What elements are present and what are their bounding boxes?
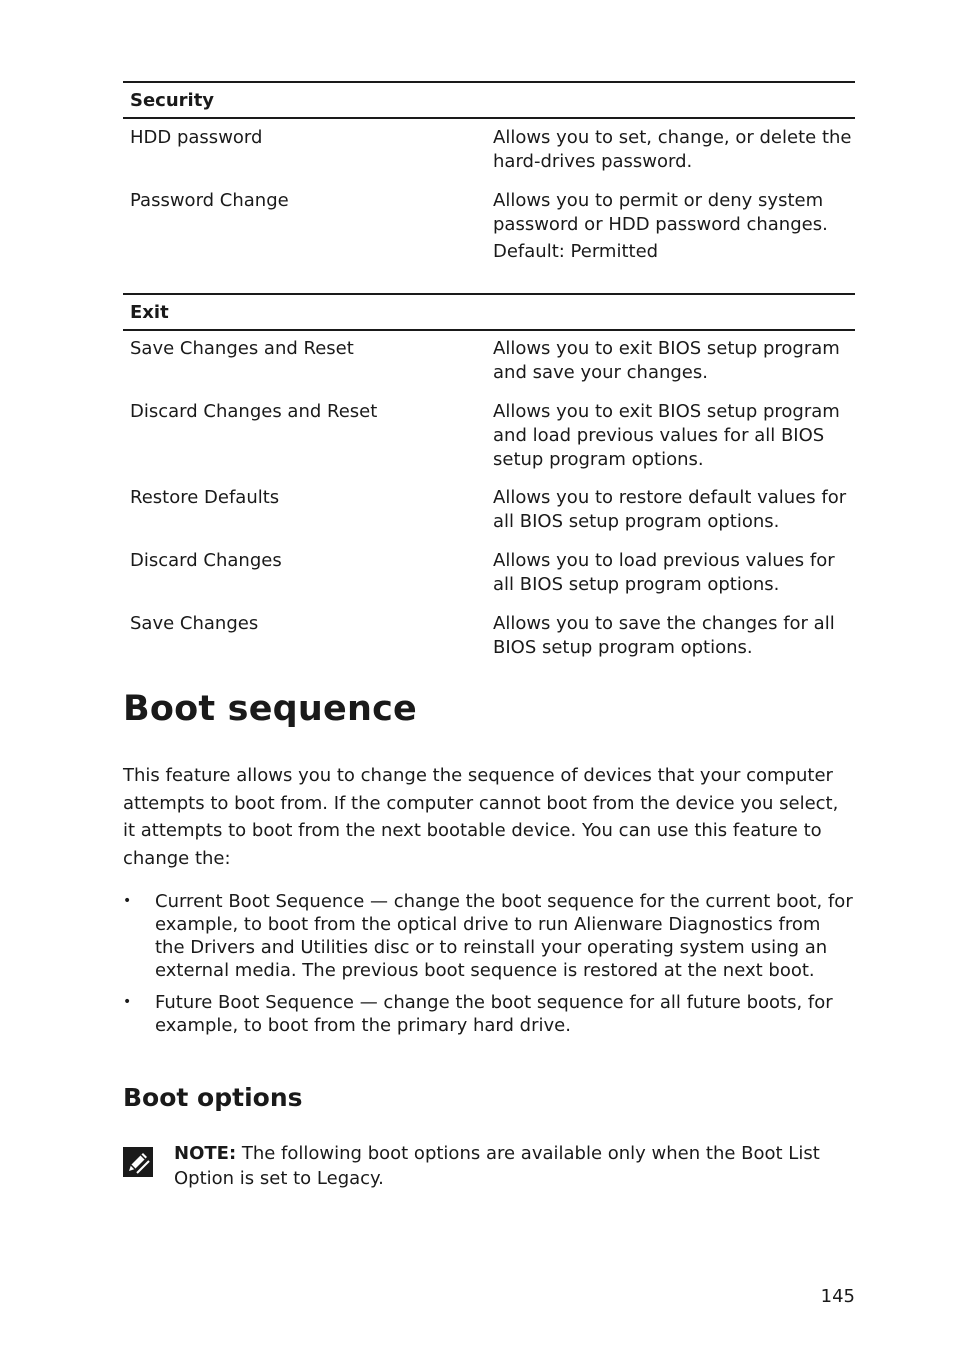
exit-table: [123, 293, 855, 660]
description-line: Allows you to exit BIOS setup program and save your changes.: [493, 338, 840, 383]
description-line: Allows you to permit or deny system password or HDD password changes.: [493, 190, 828, 235]
table-row: [123, 189, 855, 264]
setting-description: [486, 400, 855, 472]
setting-description: [486, 337, 855, 385]
table-row: [123, 126, 855, 174]
setting-description: [486, 612, 855, 660]
setting-name: Discard Changes: [130, 550, 282, 571]
table-row: [123, 400, 855, 472]
table-row: [123, 549, 855, 597]
setting-description: [486, 189, 855, 264]
setting-name: Save Changes: [130, 613, 259, 634]
security-table: [123, 81, 855, 264]
setting-description: [486, 549, 855, 597]
table-row: [123, 337, 855, 385]
page-number: 145: [820, 1286, 855, 1307]
note-text: [174, 1141, 855, 1191]
setting-name: Discard Changes and Reset: [130, 401, 378, 422]
setting-name: Save Changes and Reset: [130, 338, 354, 359]
description-line: Allows you to exit BIOS setup program and load previous values for all BIOS setup program options.: [493, 401, 840, 470]
exit-table-heading: Exit: [123, 293, 855, 331]
list-item: [123, 890, 855, 982]
list-item-text: Current Boot Sequence — change the boot sequence for the current boot, for example, to boot from the optical drive to run Alienware Diagnostics from the Drivers and Utilities disc or to reinstall your operating system using an external media. The previous boot sequence is restored at the next boot.: [155, 891, 853, 981]
setting-description: [486, 486, 855, 534]
note-label: NOTE:: [174, 1143, 237, 1164]
boot-sequence-intro: This feature allows you to change the sequence of devices that your computer attempts to boot from. If the computer cannot boot from the device you select, it attempts to boot from the next bootable device. You can use this feature to change the:: [123, 765, 839, 869]
description-line: Allows you to restore default values for all BIOS setup program options.: [493, 487, 847, 532]
bullet-icon: •: [123, 893, 132, 909]
section-title-boot-sequence: Boot sequence: [123, 689, 417, 729]
setting-description: [486, 126, 855, 174]
description-line: Allows you to set, change, or delete the hard-drives password.: [493, 127, 852, 172]
pencil-note-icon: [123, 1147, 153, 1177]
boot-sequence-bullets: [123, 890, 855, 1037]
description-line: Allows you to load previous values for all BIOS setup program options.: [493, 550, 835, 595]
list-item: [123, 991, 855, 1037]
table-row: [123, 612, 855, 660]
note-body: The following boot options are available only when the Boot List Option is set to Legacy.: [174, 1143, 820, 1189]
description-line: Allows you to save the changes for all BIOS setup program options.: [493, 613, 835, 658]
security-table-heading: Security: [123, 81, 855, 119]
section-title-boot-options: Boot options: [123, 1083, 303, 1112]
setting-name: Restore Defaults: [130, 487, 280, 508]
bullet-icon: •: [123, 994, 132, 1010]
table-row: [123, 486, 855, 534]
setting-name: HDD password: [130, 127, 263, 148]
description-default: Default: Permitted: [493, 241, 659, 262]
setting-name: Password Change: [130, 190, 289, 211]
list-item-text: Future Boot Sequence — change the boot sequence for all future boots, for example, to boot from the primary hard drive.: [155, 992, 833, 1036]
